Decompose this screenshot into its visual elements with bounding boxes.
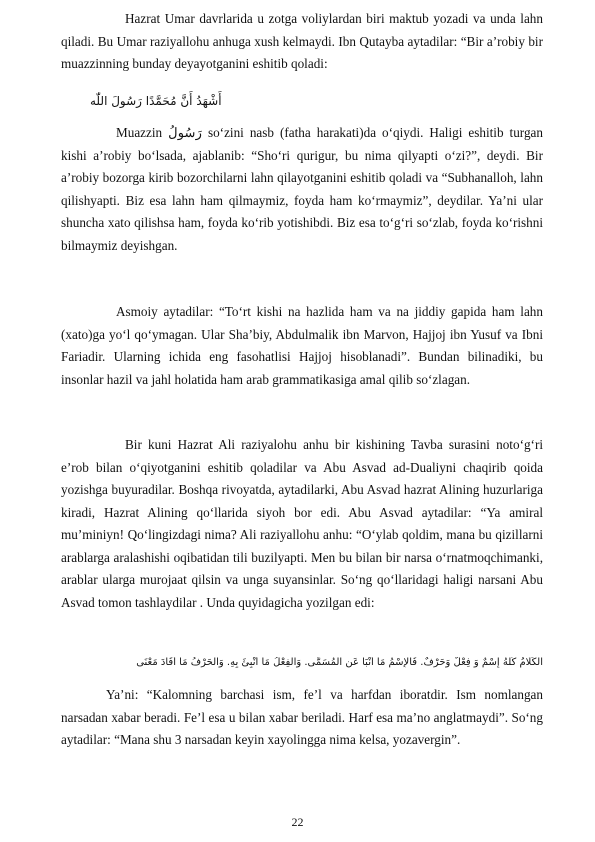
paragraph-muazzin: Muazzin رَسُولُ so‘zini nasb (fatha harakati)da o‘qiydi. Haligi eshitib turgan kishi a’robiy bo‘lsada, ajablanib: “Sho‘ri qurigur, bu nima qilyapti o‘zi?”, deydi. Bir a’robiy bozorga kirib bozorchilarni lahn qilayotganini eshitib qoladi va “Subhanalloh, lahn qilishyapti. Biz esa lahn ham qilmaymiz, foyda ham ko‘rmaymiz”, deydilar. Ya’ni ular shuncha xato qilishsa ham, foyda ko‘rib yotishibdi. Biz esa to‘g‘ri so‘zlab, foyda ko‘rishni bilmaymiz deyishgan. — [61, 125, 543, 253]
paragraph-umar-letter: Hazrat Umar davrlarida u zotga voliylardan biri maktub yozadi va unda lahn qiladi. Bu Umar raziyallohu anhuga xush kelmaydi. Ibn Qutayba aytadilar: “Bir a’robiy bir muazzinning bunday deyayotganini eshitib qoladi: — [61, 11, 543, 71]
paragraph-kalam-translation: Ya’ni: “Kalomning barchasi ism, fe’l va harfdan iboratdir. Ism nomlangan narsadan xabar beradi. Fe’l esa u bilan xabar beriladi. Harf esa ma’no anglatmaydi”. So‘ng aytadilar: “Mana shu 3 narsadan keyin xayolingga nima kelsa, yozavergin”. — [61, 687, 543, 747]
arabic-quote-adhan: أَشْهَدُ أَنَّ مُحَمَّدًا رَسُولَ اللّٰه — [90, 94, 222, 108]
paragraph-hazrat-ali: Bir kuni Hazrat Ali raziyalohu anhu bir kishining Tavba surasini noto‘g‘ri e’rob bilan o‘qiyotganini eshitib qoladilar va Abu Asvad ad-Dualiyni chaqirib qoida yozishga buyuradilar. Boshqa rivoyatda, aytadilarki, Abu Asvad hazrat Alining huzurlariga kiradi, Hazrat Alining qo‘llarida siyoh bor edi. Abu Asvad aytadilar: “Ya amiral mu’miniyn! Qo‘lingizdagi nima? Ali raziyallohu anhu: “O‘ylab qoldim, mana bu qizillarni arablarga aralashishi oqibatidan tili buzilyapti. Men bu bilan bir narsa o‘rnatmoqchimanki, arablar ularga murojaat qilsin va unga suyansinlar. So‘ng qo‘llaridagi haligi narsani Abu Asvad tomon tashlaydilar . Unda quyidagicha yozilgan edi: — [61, 437, 543, 610]
page-number: 22 — [291, 815, 304, 829]
arabic-quote-kalam: الكَلَامُ كُلُّهُ إِسْمٌ وَ فِعْلٌ وَحَرْفٌ. فَالإِسْمُ مَا أَنْبَأَ عَنِ المُسَمَّى. وَالفِعْلُ مَا أُنْبِئَ بِهِ. وَالحَرْفُ مَا أَفَادَ مَعْنَى — [136, 657, 543, 668]
paragraph-asmoiy: Asmoiy aytadilar: “To‘rt kishi na hazlida ham va na jiddiy gapida ham lahn (xato)ga yo‘l qo‘ymagan. Ular Sha’biy, Abdulmalik ibn Marvon, Hajjoj ibn Yusuf va Ibni Fariadir. Ularning ichida eng fasohatlisi Hajjoj hisoblanadi”. Bundan bilinadiki, bu insonlar hazil va jahl holatida ham arab grammatikasiga amal qilib so‘zlagan. — [61, 304, 543, 387]
